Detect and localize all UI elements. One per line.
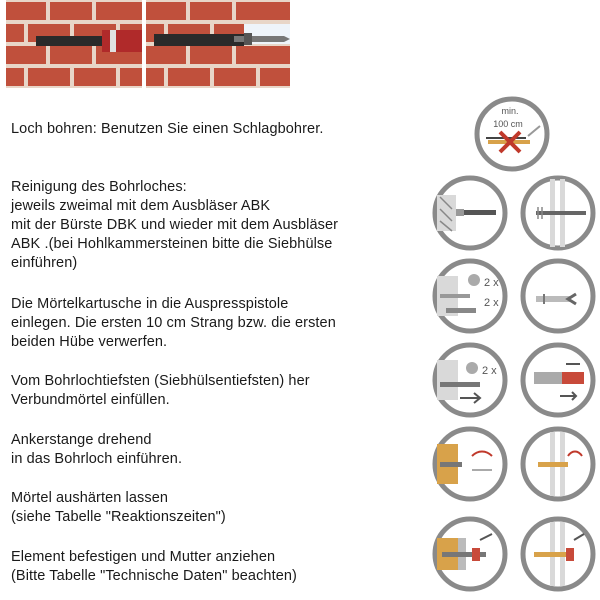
step-1-drill-text: Loch bohren: Benutzen Sie einen Schlagbohrer. bbox=[11, 121, 324, 137]
blow-icon bbox=[432, 258, 508, 334]
svg-text:2 x: 2 x bbox=[484, 277, 499, 289]
svg-text:min.: min. bbox=[501, 106, 519, 116]
svg-text:100 cm: 100 cm bbox=[493, 119, 523, 129]
brick-photo-anchor bbox=[146, 0, 290, 88]
step-2-cleaning-text: Reinigung des Bohrloches: jeweils zweimal mit dem Ausbläser ABK mit der Bürste DBK und wieder mit dem Ausbläser ABK .(bei Hohlkammersteinen bitte die Siebhülse einführen) bbox=[11, 179, 339, 271]
step-3-cartridge-text: Die Mörtelkartusche in die Auspresspistole einlegen. Die ersten 10 cm Strang bzw. die ersten beiden Hübe verwerfen. bbox=[11, 296, 336, 350]
step-6-cure-text: Mörtel aushärten lassen (siehe Tabelle "Reaktionszeiten") bbox=[11, 490, 226, 525]
svg-text:2 x: 2 x bbox=[484, 297, 499, 309]
fasten-icon bbox=[520, 516, 596, 592]
brick-photo-cartridge bbox=[6, 0, 142, 88]
brush-icon bbox=[520, 175, 596, 251]
drill-icon bbox=[474, 96, 550, 172]
step-4-fill-text: Vom Bohrlochtiefsten (Siebhülsentiefsten) her Verbundmörtel einfüllen. bbox=[11, 373, 310, 408]
fasten-icon bbox=[432, 516, 508, 592]
clean-icon bbox=[432, 175, 508, 251]
rotate-icon bbox=[520, 342, 596, 418]
inject-icon bbox=[520, 258, 596, 334]
cure-icon bbox=[520, 426, 596, 502]
insert-icon bbox=[432, 426, 508, 502]
step-7-fasten-text: Element befestigen und Mutter anziehen (Bitte Tabelle "Technische Daten" beachten) bbox=[11, 549, 297, 584]
svg-text:2 x: 2 x bbox=[482, 365, 497, 377]
step-5-insert-text: Ankerstange drehend in das Bohrloch einführen. bbox=[11, 432, 183, 467]
fill-icon bbox=[432, 342, 508, 418]
